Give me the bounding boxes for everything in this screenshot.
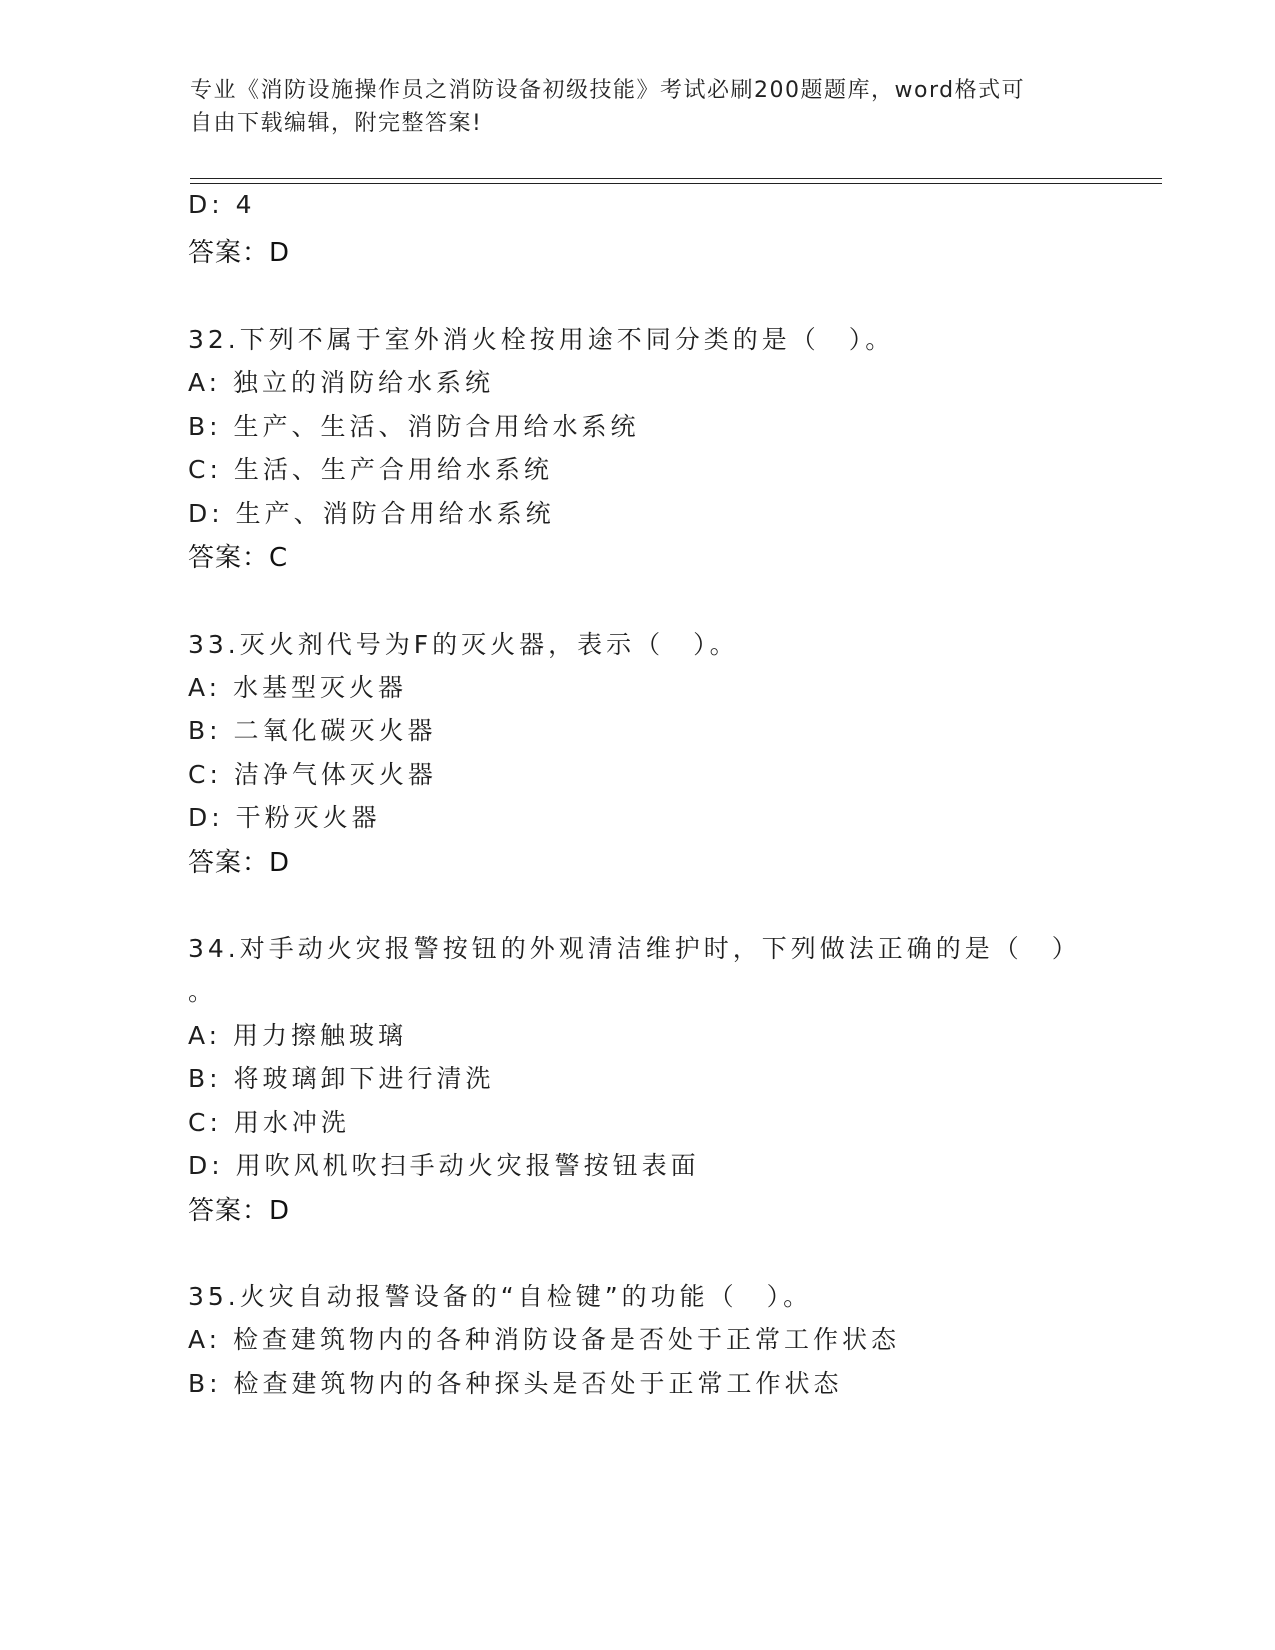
- question-34-option-c: C: 用水冲洗: [188, 1108, 350, 1137]
- prev-option-d: D: 4: [188, 190, 256, 219]
- question-33-option-b: B: 二氧化碳灭火器: [188, 716, 437, 745]
- question-33-option-c: C: 洁净气体灭火器: [188, 760, 437, 789]
- question-33-option-a: A: 水基型灭火器: [188, 673, 408, 702]
- question-32-answer: 答案：C: [188, 543, 289, 573]
- question-34-stem-continuation: 。: [188, 977, 218, 1006]
- prev-answer: 答案：D: [188, 238, 291, 268]
- question-32-option-c: C: 生活、生产合用给水系统: [188, 455, 553, 484]
- question-33-option-d: D: 干粉灭火器: [188, 803, 381, 832]
- header-line-1: 专业《消防设施操作员之消防设备初级技能》考试必刷200题题库，word格式可: [190, 78, 1026, 103]
- question-32-option-b: B: 生产、生活、消防合用给水系统: [188, 412, 640, 441]
- question-33-answer: 答案：D: [188, 848, 291, 878]
- document-header: [190, 74, 1090, 140]
- header-line-2: 自由下载编辑，附完整答案!: [190, 111, 483, 136]
- header-divider-bottom: [190, 183, 1162, 184]
- question-34-answer: 答案：D: [188, 1196, 291, 1226]
- question-34-option-d: D: 用吹风机吹扫手动火灾报警按钮表面: [188, 1151, 700, 1180]
- question-33-stem: 33.灭火剂代号为F的灭火器，表示（ ）。: [188, 630, 739, 659]
- question-32-option-d: D: 生产、消防合用给水系统: [188, 499, 555, 528]
- header-divider-top: [190, 178, 1162, 179]
- question-34-stem: 34.对手动火灾报警按钮的外观清洁维护时，下列做法正确的是（ ）: [188, 934, 1081, 963]
- question-35-stem: 35.火灾自动报警设备的“自检键”的功能（ ）。: [188, 1282, 813, 1311]
- question-34-option-b: B: 将玻璃卸下进行清洗: [188, 1064, 495, 1093]
- question-32-option-a: A: 独立的消防给水系统: [188, 368, 495, 397]
- question-32-stem: 32.下列不属于室外消火栓按用途不同分类的是（ ）。: [188, 325, 895, 354]
- question-35-option-a: A: 检查建筑物内的各种消防设备是否处于正常工作状态: [188, 1325, 901, 1354]
- question-34-option-a: A: 用力擦触玻璃: [188, 1021, 408, 1050]
- question-35-option-b: B: 检查建筑物内的各种探头是否处于正常工作状态: [188, 1369, 843, 1398]
